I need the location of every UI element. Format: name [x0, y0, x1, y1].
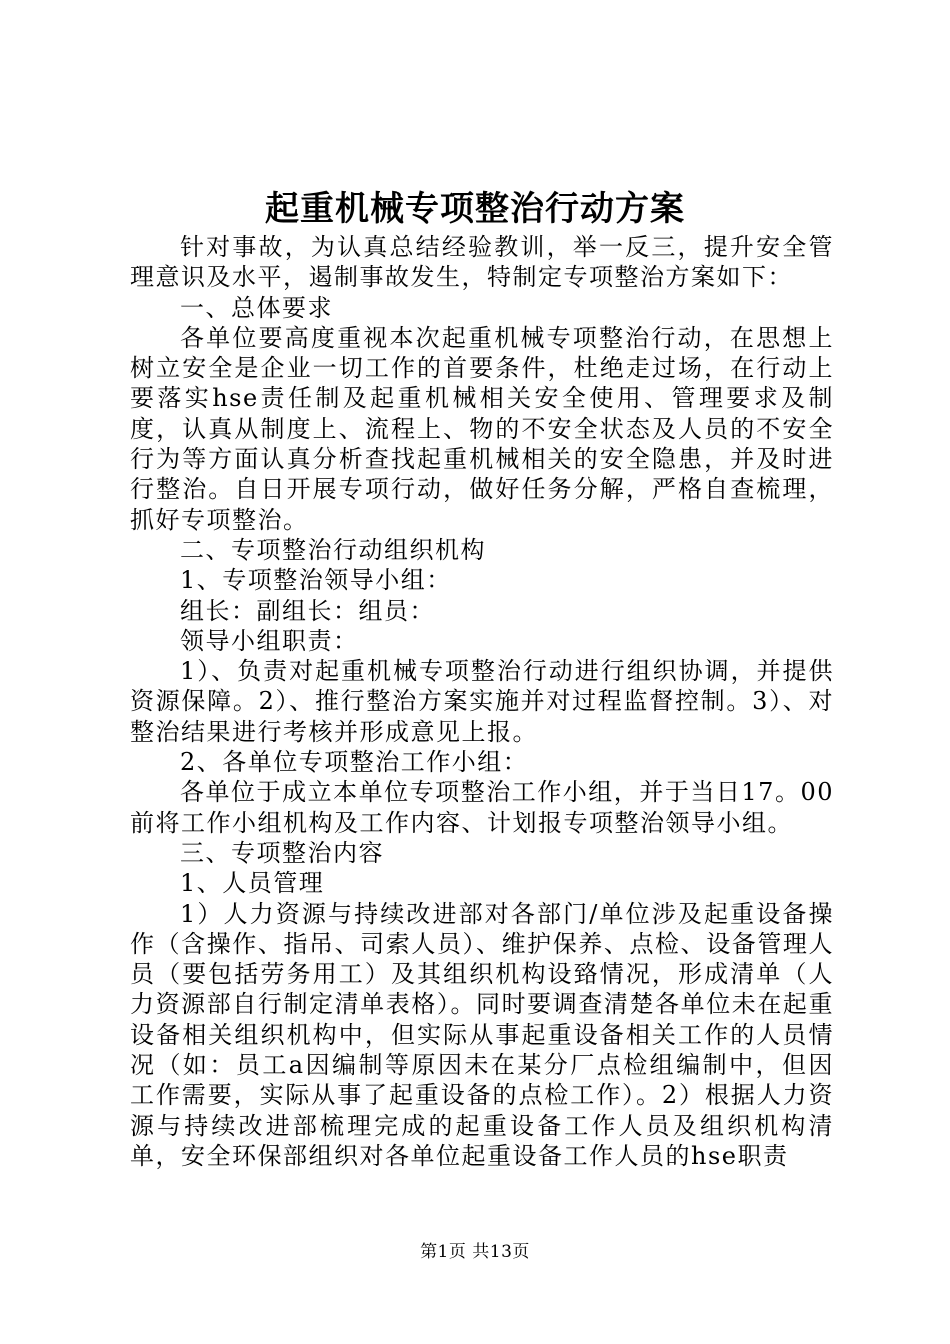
document-body	[130, 232, 834, 1171]
heading-organization: 二、专项整治行动组织机构	[180, 535, 486, 564]
subheading-group-duties: 领导小组职责：	[180, 626, 359, 655]
paragraph-group-members: 组长：副组长：组员：	[180, 596, 435, 625]
heading-rectification-content: 三、专项整治内容	[180, 838, 384, 867]
paragraph-group-duties: 1）、负责对起重机械专项整治行动进行组织协调，并提供资源保障。2）、推行整治方案实施并对过程监督控制。3）、对整治结果进行考核并形成意见上报。	[130, 657, 834, 746]
page-footer: 第1页 共13页	[420, 1242, 530, 1262]
subheading-unit-working-group: 2、各单位专项整治工作小组：	[180, 748, 529, 777]
subheading-leading-group: 1、专项整治领导小组：	[180, 566, 452, 595]
paragraph-general-requirements: 各单位要高度重视本次起重机械专项整治行动，在思想上树立安全是企业一切工作的首要条件，杜绝走过场，在行动上要落实hse责任制及起重机械相关安全使用、管理要求及制度，认真从制度上、流程上、物的不安全状态及人员的不安全行为等方面认真分析查找起重机械相关的安全隐患，并及时进行整治。自日开展专项行动，做好任务分解，严格自查梳理，抓好专项整治。	[130, 323, 834, 534]
paragraph-personnel-management: 1）人力资源与持续改进部对各部门/单位涉及起重设备操作（含操作、指吊、司索人员）、维护保养、点检、设备管理人员（要包括劳务用工）及其组织机构设臵情况，形成清单（人力资源部自行制定清单表格）。同时要调查清楚各单位未在起重设备相关组织机构中，但实际从事起重设备相关工作的人员情况（如：员工a因编制等原因未在某分厂点检组编制中，但因工作需要，实际从事了起重设备的点检工作）。2）根据人力资源与持续改进部梳理完成的起重设备工作人员及组织机构清单，安全环保部组织对各单位起重设备工作人员的hse职责	[130, 899, 834, 1170]
subheading-personnel-management: 1、人员管理	[180, 869, 325, 898]
paragraph-intro: 针对事故，为认真总结经验教训，举一反三，提升安全管理意识及水平，遏制事故发生，特制定专项整治方案如下：	[130, 233, 834, 292]
document-title: 起重机械专项整治行动方案	[265, 189, 685, 229]
heading-general-requirements: 一、总体要求	[180, 293, 333, 322]
paragraph-unit-working-group: 各单位于成立本单位专项整治工作小组，并于当日17。00前将工作小组机构及工作内容、计划报专项整治领导小组。	[130, 778, 834, 837]
